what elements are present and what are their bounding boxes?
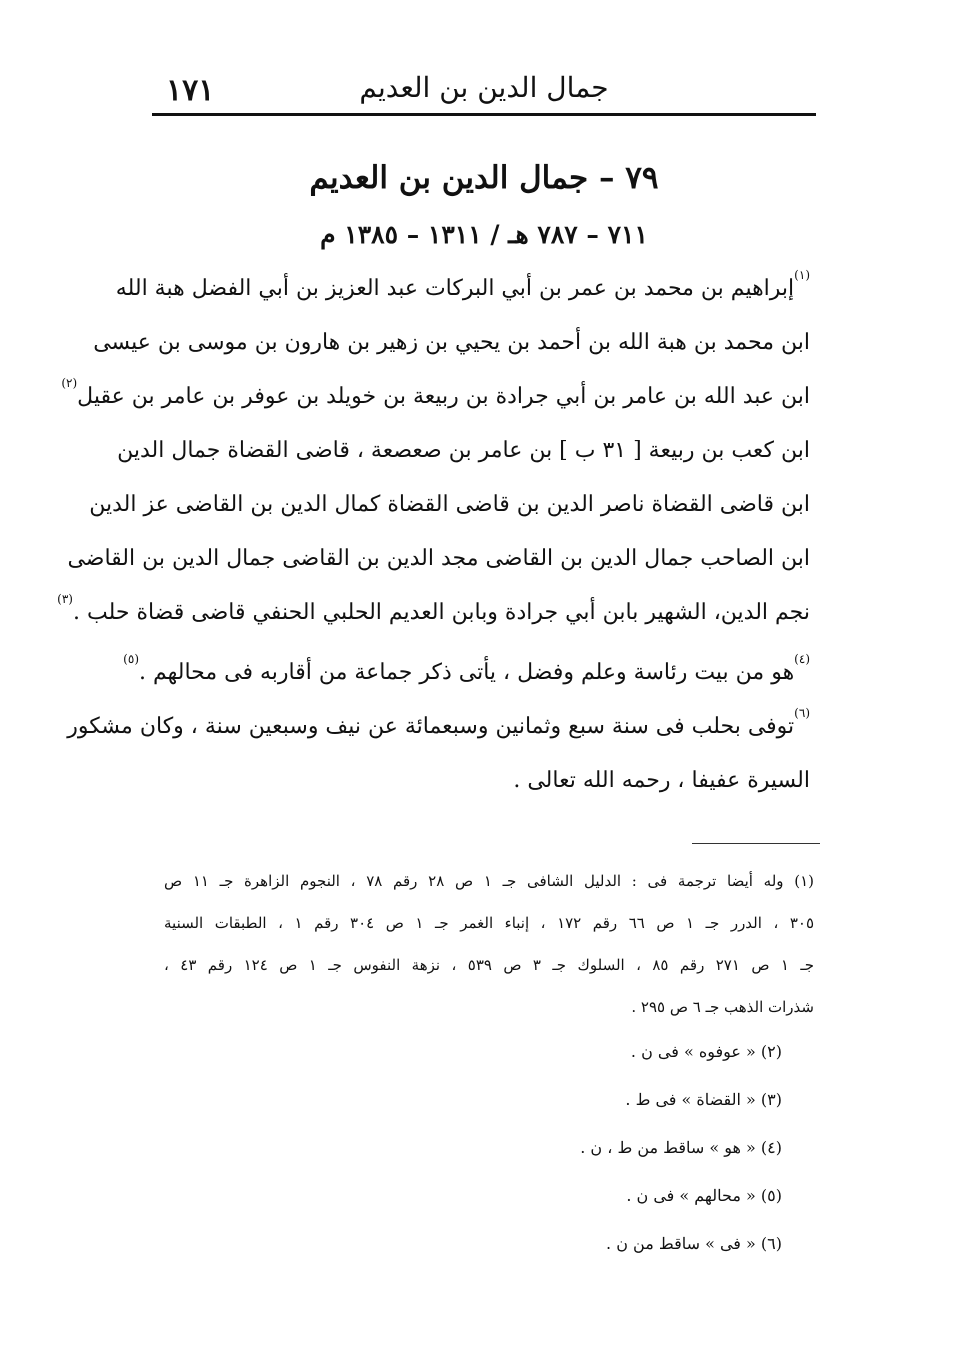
footnote-rule: [692, 843, 820, 844]
footnote-marker: (٥): [123, 652, 139, 666]
footnote-line: جـ ١ ص ٢٧١ رقم ٨٥ ، السلوك جـ ٣ ص ٥٣٩ ، نزهة النفوس جـ ١ ص ١٢٤ رقم ٤٣ ،: [164, 956, 815, 974]
entry-title: ٧٩ – جمال الدين بن العديم: [309, 160, 659, 196]
body-line: [115, 262, 810, 316]
body-line-text: نجم الدين، الشهير بابن أبي جرادة وبابن العديم الحلبي الحنفي قاضى قضاة حلب .: [72, 600, 810, 625]
body-line: [57, 586, 810, 640]
body-line-text: توفى بحلب فى سنة سبع وثمانين وسبعمائة عن نيف وسبعين سنة ، وكان مشكور: [67, 714, 795, 739]
footnote-marker: (٣): [57, 592, 73, 606]
running-head: [152, 62, 816, 112]
footnote-marker: (٤): [794, 652, 810, 666]
body-line: ابن الصاحب جمال الدين بن القاضى مجد الدين بن القاضى جمال الدين بن القاضى: [67, 546, 810, 571]
footnote-short: (٦) « فى » ساقط من ن .: [606, 1234, 782, 1253]
header-rule: [152, 113, 816, 116]
footnote-marker: (٦): [794, 706, 810, 720]
footnote-short: (٣) « القضاة » فى ط .: [625, 1090, 782, 1109]
body-line-text: ابن عبد الله بن عامر بن أبي جرادة بن ربيعة بن خويلد بن عوفر بن عامر بن عقيل: [77, 384, 810, 409]
body-line: ابن كعب بن ربيعة [ ٣١ ب ] بن عامر بن صعصعة ، قاضى القضاة جمال الدين: [117, 438, 810, 463]
body-line: ابن قاضى القضاة ناصر الدين بن قاضى القضاة كمال الدين بن القاضى عز الدين: [89, 492, 810, 517]
footnote-marker: (٢): [61, 376, 78, 390]
body-line-text: إبراهيم بن محمد بن عمر بن أبي البركات عبد العزيز بن أبي الفضل هبة الله: [115, 276, 795, 301]
footnote-line: (١) وله أيضا ترجمة فى : الدليل الشافى جـ ١ ص ٢٨ رقم ٧٨ ، النجوم الزاهرة جـ ١١ ص: [164, 872, 815, 890]
footnote-short: (٥) « محالهم » فى ن .: [626, 1186, 782, 1205]
footnote-line: ٣٠٥ ، الدرر جـ ١ ص ٦٦ رقم ١٧٢ ، إنباء الغمر جـ ١ ص ٣٠٤ رقم ١ ، الطبقات السنية: [164, 914, 815, 932]
page-number: ١٧١: [166, 73, 215, 108]
body-line: [123, 646, 810, 700]
running-title: جمال الدين بن العديم: [359, 71, 609, 104]
footnote-marker: (١): [794, 268, 810, 282]
footnote-short: (٢) « عوفوه » فى ن .: [630, 1042, 782, 1061]
body-line-text: هو من بيت رئاسة وعلم وفضل ، يأتى ذكر جماعة من أقاربه فى محالهم .: [139, 660, 795, 685]
footnote-short: (٤) « هو » ساقط من ط ، ن .: [580, 1138, 782, 1157]
entry-dates: ٧١١ – ٧٨٧ هـ / ١٣١١ – ١٣٨٥ م: [320, 220, 648, 249]
entry-body: [57, 262, 810, 808]
body-line: [67, 700, 810, 754]
body-line: السيرة عفيفا ، رحمه الله تعالى .: [513, 768, 810, 793]
body-line: [61, 370, 810, 424]
body-line: ابن محمد بن هبة الله بن أحمد بن يحيي بن زهير بن هارون بن موسى بن عيسى: [93, 330, 810, 355]
footnotes: [164, 860, 814, 1268]
footnote-line: شذرات الذهب جـ ٦ ص ٢٩٥ .: [631, 998, 814, 1016]
